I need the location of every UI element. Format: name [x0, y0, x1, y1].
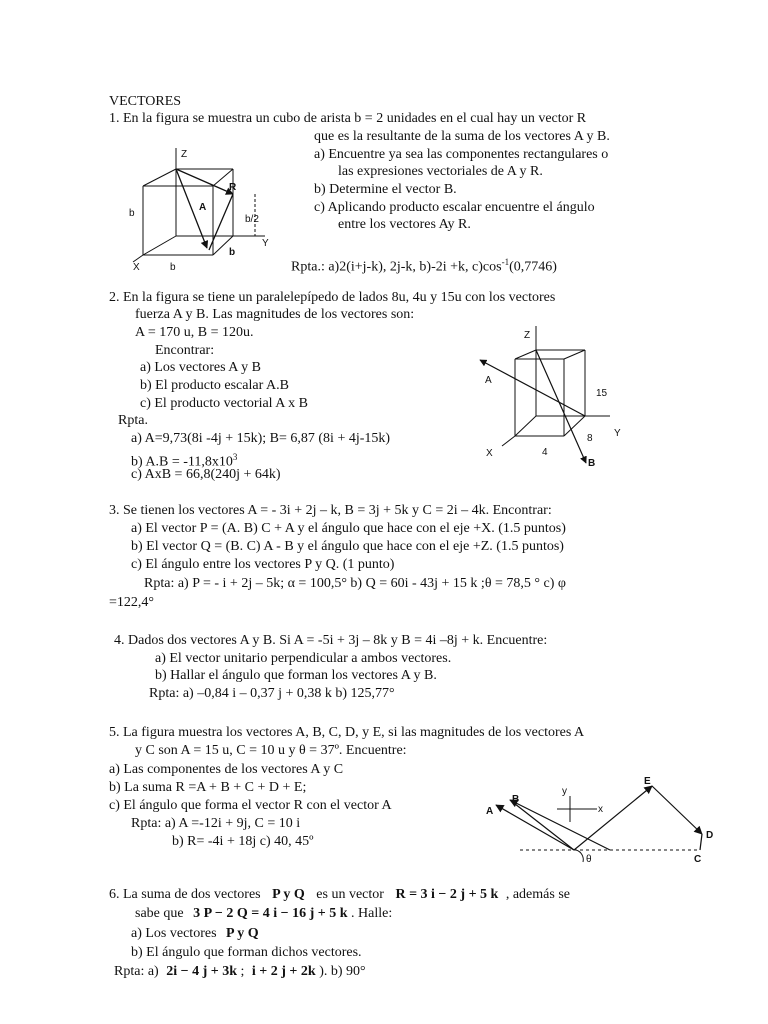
problem-1-item-a-2: las expresiones vectoriales de A y R.: [338, 164, 543, 179]
problem-6-item-b: b) El ángulo que forman dichos vectores.: [131, 945, 362, 960]
vectors-label-x: x: [598, 804, 603, 815]
problem-2-line-1: 2. En la figura se tiene un paralelepípedo de lados 8u, 4u y 15u con los vectores: [109, 290, 556, 305]
problem-2-line-3: A = 170 u, B = 120u.: [135, 325, 254, 340]
parallelepiped-label-x: X: [486, 448, 493, 459]
problem-4-item-a: a) El vector unitario perpendicular a ambos vectores.: [155, 651, 452, 666]
problem-2-answer-a: a) A=9,73(8i -4j + 15k); B= 6,87 (8i + 4j-15k): [131, 431, 391, 446]
cube-label-y: Y: [262, 238, 269, 249]
problem-5-answer-2: b) R= -4i + 18j c) 40, 45º: [172, 834, 314, 849]
vectors-label-y: y: [562, 786, 567, 797]
problem-5-item-c: c) El ángulo que forma el vector R con el vector A: [109, 798, 392, 813]
vectors-label-e: E: [644, 776, 651, 787]
problem-2-line-4: Encontrar:: [155, 343, 215, 358]
problem-6-line-2-pre: sabe que: [135, 906, 184, 921]
problem-6-answer-sep: ;: [240, 964, 245, 979]
parallelepiped-label-z: Z: [524, 330, 531, 341]
problem-3-item-c: c) El ángulo entre los vectores P y Q. (1 punto): [131, 557, 395, 572]
problem-6-line-2: [135, 906, 392, 922]
problem-3-item-b: b) El vector Q = (B. C) A - B y el ángulo que hace con el eje +Z. (1.5 puntos): [131, 539, 564, 554]
problem-6-line-1-end: , además se: [505, 887, 570, 902]
problem-4-item-b: b) Hallar el ángulo que forman los vectores A y B.: [155, 668, 437, 683]
vectors-label-a: A: [486, 806, 494, 817]
parallelepiped-label-4: 4: [542, 447, 548, 458]
vectors-label-b: B: [512, 794, 520, 805]
problem-6-line-2-eq: 3 P − 2 Q = 4 i − 16 j + 5 k: [193, 906, 348, 921]
problem-1-line-1: 1. En la figura se muestra un cubo de arista b = 2 unidades en el cual hay un vector R: [109, 111, 587, 126]
problem-1-item-a-1: a) Encuentre ya sea las componentes rectangulares o: [314, 147, 609, 162]
vectors-label-theta: θ: [586, 854, 592, 865]
problem-2-answer-b-text: b) A.B = -11,8x10: [131, 454, 233, 470]
problem-1-item-c-1: c) Aplicando producto escalar encuentre el ángulo: [314, 200, 595, 215]
problem-1-item-b: b) Determine el vector B.: [314, 182, 457, 197]
problem-1-answer-sup: -1: [501, 257, 510, 267]
problem-2-answer-b-sup: 3: [232, 452, 238, 462]
problem-2-answer-label: Rpta.: [118, 413, 148, 428]
problem-1-answer: [291, 254, 557, 276]
problem-3-item-a: a) El vector P = (A. B) C + A y el ángulo que hace con el eje +X. (1.5 puntos): [131, 521, 566, 536]
parallelepiped-label-a: A: [485, 375, 492, 386]
cube-label-a: A: [199, 202, 207, 213]
problem-5-answer-1: Rpta: a) A =-12i + 9j, C = 10 i: [131, 816, 301, 831]
problem-2-item-c: c) El producto vectorial A x B: [140, 396, 308, 411]
problem-6-item-a: [131, 926, 259, 942]
cube-figure: [125, 138, 285, 278]
parallelepiped-label-b: B: [588, 458, 596, 469]
parallelepiped-label-15: 15: [596, 388, 608, 399]
problem-1-line-2: que es la resultante de la suma de los vectores A y B.: [314, 129, 610, 144]
problem-4-line-1: 4. Dados dos vectores A y B. Si A = -5i + 3j – 8k y B = 4i –8j + k. Encuentre:: [114, 633, 548, 648]
problem-2-answer-c: c) AxB = 66,8(240j + 64k): [131, 467, 281, 482]
cube-label-x: X: [133, 262, 140, 273]
problem-2-item-b: b) El producto escalar A.B: [140, 378, 289, 393]
cube-label-b-bottom: b: [170, 262, 176, 273]
problem-4-answer: Rpta: a) –0,84 i – 0,37 j + 0,38 k b) 125,77°: [149, 686, 395, 701]
cube-label-z: Z: [181, 149, 188, 160]
cube-label-b-right: b: [229, 247, 236, 258]
problem-6-line-1: [109, 887, 570, 903]
problem-6-line-1-mid: es un vector: [316, 887, 384, 902]
problem-6-answer-v2: i + 2 j + 2k: [251, 964, 316, 979]
page-title: VECTORES: [109, 94, 182, 109]
problem-6-line-2-end: . Halle:: [351, 906, 393, 921]
problem-1-item-c-2: entre los vectores Ay R.: [338, 217, 471, 232]
problem-5-line-1: 5. La figura muestra los vectores A, B, C, D, y E, si las magnitudes de los vectores A: [109, 725, 585, 740]
parallelepiped-figure: [470, 320, 650, 470]
problem-1-answer-text: Rpta.: a)2(i+j-k), 2j-k, b)-2i +k, c)cos: [291, 259, 502, 275]
problem-3-line-1: 3. Se tienen los vectores A = - 3i + 2j – k, B = 3j + 5k y C = 2i – 4k. Encontrar:: [109, 503, 552, 518]
problem-6-line-1-pre: 6. La suma de dos vectores: [109, 887, 261, 902]
problem-6-line-1-r: R = 3 i − 2 j + 5 k: [395, 887, 499, 902]
vectors-label-c: C: [694, 854, 702, 865]
problem-6-answer-pre: Rpta: a): [114, 964, 159, 979]
problem-5-item-a: a) Las componentes de los vectores A y C: [109, 762, 344, 777]
problem-3-answer-2: =122,4°: [109, 595, 154, 610]
parallelepiped-label-y: Y: [614, 428, 621, 439]
problem-3-answer: Rpta: a) P = - i + 2j – 5k; α = 100,5° b) Q = 60i - 43j + 15 k ;θ = 78,5 ° c) φ: [144, 576, 566, 591]
cube-label-b-left: b: [129, 208, 135, 219]
problem-6-line-1-pq: P y Q: [272, 887, 305, 902]
cube-label-b2: b/2: [245, 214, 259, 225]
problem-5-item-b: b) La suma R =A + B + C + D + E;: [109, 780, 307, 795]
problem-6-answer-v1: 2i − 4 j + 3k: [166, 964, 238, 979]
vectors-label-d: D: [706, 830, 714, 841]
vectors-figure: [480, 772, 720, 872]
problem-6-item-a-pq: P y Q: [226, 926, 259, 941]
problem-5-line-2: y C son A = 15 u, C = 10 u y θ = 37º. Encuentre:: [135, 743, 407, 758]
parallelepiped-label-8: 8: [587, 433, 593, 444]
cube-label-r: R: [229, 182, 237, 193]
problem-6-answer: [114, 964, 366, 980]
problem-6-answer-end: ). b) 90°: [319, 964, 366, 979]
problem-1-answer-end: (0,7746): [509, 259, 557, 275]
problem-6-item-a-text: a) Los vectores: [131, 926, 217, 941]
problem-2-line-2: fuerza A y B. Las magnitudes de los vectores son:: [135, 307, 415, 322]
problem-2-item-a: a) Los vectores A y B: [140, 360, 261, 375]
